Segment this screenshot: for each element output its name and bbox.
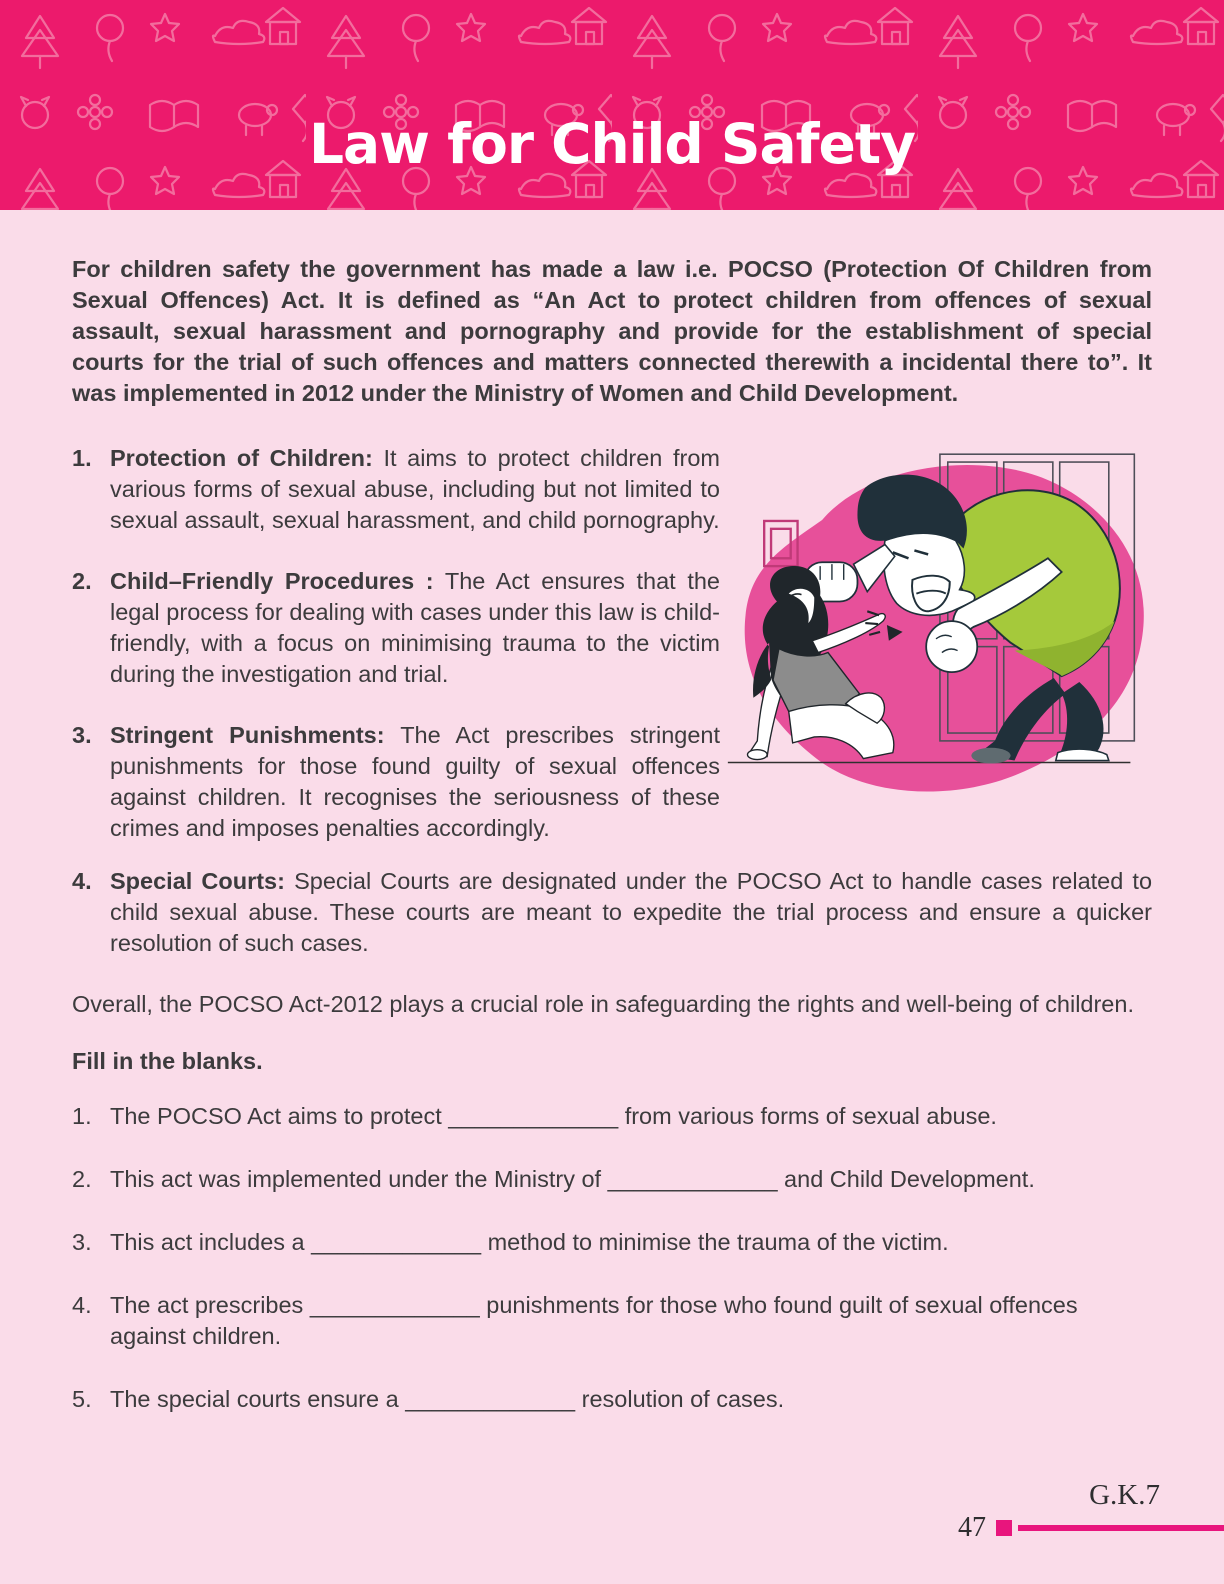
page-content	[0, 254, 1224, 1415]
list-item	[72, 566, 720, 690]
list-item-text: Child–Friendly Procedures : The Act ensures that the legal process for dealing with cases under this law is child-friendly, with a focus on minimising trauma to the victim during the investigation and trial.	[110, 568, 720, 687]
list-item-number: 2.	[72, 568, 92, 594]
overall-paragraph: Overall, the POCSO Act-2012 plays a crucial role in safeguarding the rights and well-being of children.	[72, 991, 1134, 1017]
book-label: G.K.7	[1089, 1479, 1160, 1511]
list-item-text: Protection of Children: It aims to protect children from various forms of sexual abuse, including but not limited to sexual assault, sexual harassment, and child pornography.	[110, 445, 721, 533]
question-text: This act includes a _____________ method to minimise the trauma of the victim.	[110, 1229, 949, 1255]
question-text: The special courts ensure a _____________ resolution of cases.	[110, 1386, 785, 1412]
points-column	[72, 443, 720, 844]
list-item-text: Stringent Punishments: The Act prescribes stringent punishments for those found guilty of sexual offences against children. It recognises the seriousness of these crimes and imposes penalties accordingly.	[110, 722, 720, 841]
illustration-column	[720, 443, 1152, 844]
page-number: 47	[958, 1512, 986, 1543]
intro-paragraph: For children safety the government has made a law i.e. POCSO (Protection Of Children from Sexual Offences) Act. It is defined as “An Act to protect children from offences of sexual assault, sexual harassment and pornography and provide for the establishment of special courts for the trial of such offences and matters connected therewith a incidental there to”. It was implemented in 2012 under the Ministry of Women and Child Development.	[72, 256, 1152, 406]
doodle-banner	[0, 0, 1224, 210]
question-number: 3.	[72, 1229, 92, 1255]
list-item-number: 1.	[72, 445, 92, 471]
question-item	[72, 1164, 1152, 1195]
list-item-number: 3.	[72, 722, 92, 748]
question-item	[72, 1227, 1152, 1258]
list-item	[72, 443, 720, 536]
question-item	[72, 1290, 1152, 1352]
list-item	[72, 720, 720, 844]
two-column-block	[72, 443, 1152, 844]
question-text: The act prescribes _____________ punishments for those who found guilt of sexual offences against children.	[110, 1292, 1078, 1349]
fill-in-the-blanks-heading: Fill in the blanks.	[72, 1048, 263, 1074]
question-text: The POCSO Act aims to protect _____________ from various forms of sexual abuse.	[110, 1103, 997, 1129]
question-text: This act was implemented under the Ministry of _____________ and Child Development.	[110, 1166, 1035, 1192]
adult-yelling-at-child-illustration	[720, 443, 1152, 811]
questions-list	[72, 1101, 1152, 1415]
list-item-text: Special Courts: Special Courts are designated under the POCSO Act to handle cases related to child sexual abuse. These courts are meant to expedite the trial process and ensure a quicker resolution of such cases.	[110, 868, 1153, 956]
question-item	[72, 1101, 1152, 1132]
question-number: 1.	[72, 1103, 92, 1129]
question-number: 5.	[72, 1386, 92, 1412]
question-number: 2.	[72, 1166, 92, 1192]
question-item	[72, 1384, 1152, 1415]
page-number-rule	[1018, 1525, 1224, 1531]
doodle-pattern-graphic	[0, 0, 1224, 210]
question-number: 4.	[72, 1292, 92, 1318]
page-number-row	[958, 1514, 1224, 1542]
list-item	[72, 866, 1152, 959]
list-item-number: 4.	[72, 868, 92, 894]
page-title: Law for Child Safety	[309, 112, 915, 176]
page-number-square-icon	[996, 1520, 1012, 1536]
